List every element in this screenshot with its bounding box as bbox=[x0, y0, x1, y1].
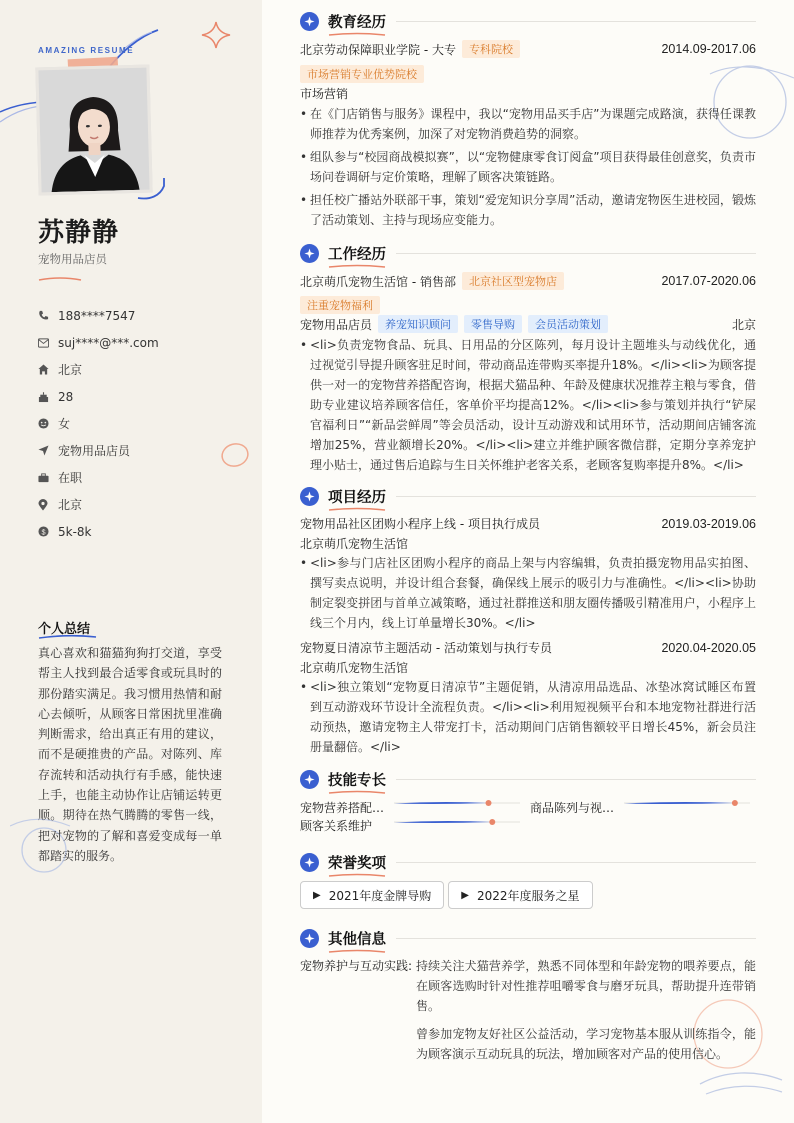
company-tag: 注重宠物福利 bbox=[300, 296, 380, 314]
star-badge-icon bbox=[300, 853, 319, 872]
section-header bbox=[300, 242, 756, 264]
skill-marker bbox=[489, 819, 495, 825]
major-text: 市场营销 bbox=[300, 87, 349, 101]
section-title: 项目经历 bbox=[328, 486, 386, 507]
section-title: 其他信息 bbox=[328, 928, 386, 949]
svg-text:$: $ bbox=[41, 527, 46, 537]
section-header bbox=[300, 10, 756, 32]
gender-icon bbox=[38, 418, 58, 429]
award-item: ▶ 2021年度金牌导购 bbox=[300, 881, 444, 909]
position-text: 宠物用品店员 bbox=[58, 444, 131, 458]
education-section bbox=[300, 10, 756, 230]
summary-text: 真心喜欢和猫猫狗狗打交道，享受帮主人找到最合适零食或玩具时的那份踏实满足。我习惯用热情和耐心去倾听，从顾客日常困扰里准确判断需求，给出真正有用的建议，而不是硬推贵的产品。对陈列、库存流转和活动执行有手感，能快速上手，也能主动协作让店铺运转更顺。期待在热气腾腾的零售一线，把对宠物的了解和喜爱变成每一单都踏实的服务。 bbox=[38, 646, 222, 863]
star-badge-icon bbox=[300, 487, 319, 506]
section-divider bbox=[396, 862, 756, 863]
company-tag: 北京社区型宠物店 bbox=[462, 272, 564, 290]
project-org: 北京萌爪宠物生活馆 bbox=[300, 537, 409, 551]
play-triangle-icon: ▶ bbox=[313, 889, 321, 901]
age-text: 28 bbox=[58, 389, 74, 404]
skill-name: 商品陈列与视… bbox=[530, 801, 615, 815]
list-item: • <li>负责宠物食品、玩具、日用品的分区陈列，每月设计主题堆头与动线优化，通过视觉引导提升顾客驻足时间，带动商品连带购买率提升18%。</li><li>为顾客提供一对一的宠物营养搭配咨询，根据犬猫品种、年龄及健康状况推荐主粮与零食，借助专业建议培养顾客信任，客单价平均提高12%。</li><li>参与策划并执行“铲屎官福利日”“新品尝鲜周”等会员活动，设计互动游戏和试用环节，活动期间店铺客流增加25%，营业额增长20%。</li><li>建立并维护顾客微信群，定期分享养宠护理小贴士，通过售后追踪与生日关怀维护老客关系，老顾客复购率提升8%。</li> bbox=[300, 335, 756, 475]
skill-name: 顾客关系维护 bbox=[300, 819, 373, 833]
star-badge-icon bbox=[300, 244, 319, 263]
skill-bar bbox=[392, 798, 522, 808]
section-divider bbox=[396, 496, 756, 497]
role-tag: 会员活动策划 bbox=[528, 315, 608, 333]
project-row bbox=[300, 639, 756, 656]
company-name: 北京萌爪宠物生活馆 - 销售部 bbox=[300, 274, 456, 289]
project-bullets bbox=[300, 677, 756, 757]
project-bullets bbox=[300, 553, 756, 633]
info-item-email bbox=[38, 329, 159, 356]
projects-section bbox=[300, 485, 756, 757]
name-underline bbox=[38, 276, 82, 282]
role-name: 宠物用品店员 bbox=[300, 317, 373, 332]
skill-marker bbox=[486, 800, 492, 806]
work-row bbox=[300, 272, 756, 290]
info-item-location bbox=[38, 491, 159, 518]
money-icon bbox=[38, 526, 58, 537]
skill-bar bbox=[622, 798, 752, 808]
info-item-age bbox=[38, 383, 159, 410]
location-pin-icon bbox=[38, 499, 58, 511]
candidate-name: 苏静静 bbox=[38, 218, 120, 248]
mail-icon bbox=[38, 338, 58, 348]
role-row bbox=[300, 315, 756, 333]
city-text: 北京 bbox=[58, 363, 83, 377]
work-city: 北京 bbox=[731, 317, 756, 332]
other-paragraph: 持续关注犬猫营养学，熟悉不同体型和年龄宠物的喂养要点，能在顾客选购时针对性推荐咀嚼零食与磨牙玩具，帮助提升连带销售。 bbox=[416, 959, 756, 1013]
skill-fill bbox=[624, 802, 735, 804]
education-date: 2014.09-2017.06 bbox=[661, 42, 756, 56]
star-badge-icon bbox=[300, 929, 319, 948]
school-tag: 专科院校 bbox=[462, 40, 520, 58]
brand-label: AMAZING RESUME bbox=[38, 46, 135, 55]
role-tag: 零售导购 bbox=[464, 315, 522, 333]
other-row bbox=[300, 956, 756, 1064]
school-name: 北京劳动保障职业学院 - 大专 bbox=[300, 42, 456, 57]
project-name: 宠物用品社区团购小程序上线 - 项目执行成员 bbox=[300, 517, 540, 531]
work-section bbox=[300, 242, 756, 475]
info-item-gender bbox=[38, 410, 159, 437]
section-title: 教育经历 bbox=[328, 11, 386, 32]
work-tag-row bbox=[300, 294, 756, 314]
other-label: 宠物养护与互动实践: bbox=[300, 959, 413, 973]
gender-text: 女 bbox=[58, 417, 71, 431]
section-divider bbox=[396, 779, 756, 780]
project-row bbox=[300, 515, 756, 532]
section-header bbox=[300, 851, 756, 873]
list-item: • <li>独立策划“宠物夏日清凉节”主题促销，从清凉用品选品、冰垫冰窝试睡区布置到互动游戏环节设计全流程负责。</li><li>利用短视频平台和本地宠物社群进行活动预热，邀请宠物主人带宠打卡，活动期间门店销售额较平日增长45%，新会员注册量翻倍。</li> bbox=[300, 677, 756, 757]
briefcase-icon bbox=[38, 473, 58, 483]
section-header bbox=[300, 927, 756, 949]
status-text: 在职 bbox=[58, 471, 83, 485]
info-item-salary bbox=[38, 518, 159, 545]
work-date: 2017.07-2020.06 bbox=[661, 274, 756, 288]
project-org: 北京萌爪宠物生活馆 bbox=[300, 661, 409, 675]
section-title: 荣誉奖项 bbox=[328, 852, 386, 873]
section-divider bbox=[396, 21, 756, 22]
skill-name: 宠物营养搭配… bbox=[300, 801, 385, 815]
other-content bbox=[416, 956, 756, 1064]
skill-bar bbox=[392, 817, 522, 827]
school-tag: 市场营销专业优势院校 bbox=[300, 65, 424, 83]
role-tag: 养宠知识顾问 bbox=[378, 315, 458, 333]
star-badge-icon bbox=[300, 770, 319, 789]
location-text: 北京 bbox=[58, 498, 83, 512]
star-badge-icon bbox=[300, 12, 319, 31]
info-item-position bbox=[38, 437, 159, 464]
section-header bbox=[300, 485, 756, 507]
info-item-phone bbox=[38, 302, 159, 329]
section-header bbox=[300, 768, 756, 790]
play-triangle-icon: ▶ bbox=[461, 889, 469, 901]
list-item: • 在《门店销售与服务》课程中，我以“宠物用品买手店”为课题完成路演，获得任课教师推荐为优秀案例，加深了对宠物消费趋势的洞察。 bbox=[300, 104, 756, 144]
other-paragraph: 曾参加宠物友好社区公益活动，学习宠物基本服从训练指令，能为顾客演示互动玩具的玩法，增加顾客对产品的使用信心。 bbox=[416, 1027, 756, 1061]
education-bullets bbox=[300, 104, 756, 230]
awards-section bbox=[300, 851, 756, 909]
section-divider bbox=[396, 253, 756, 254]
send-icon bbox=[38, 445, 58, 456]
skill-marker bbox=[732, 800, 738, 806]
skills-section bbox=[300, 768, 756, 838]
info-item-city bbox=[38, 356, 159, 383]
project-name: 宠物夏日清凉节主题活动 - 活动策划与执行专员 bbox=[300, 641, 552, 655]
birthday-cake-icon bbox=[38, 391, 58, 403]
info-item-status bbox=[38, 464, 159, 491]
sidebar bbox=[0, 0, 262, 1123]
other-section bbox=[300, 927, 756, 1064]
list-item: • 担任校广播站外联部干事，策划“爱宠知识分享周”活动，邀请宠物医生进校园，锻炼了活动策划、主持与现场应变能力。 bbox=[300, 190, 756, 230]
section-title: 技能专长 bbox=[328, 769, 386, 790]
work-bullets bbox=[300, 335, 756, 475]
summary-underline bbox=[38, 634, 98, 640]
candidate-title: 宠物用品店员 bbox=[38, 252, 107, 266]
salary-text: 5k-8k bbox=[58, 524, 92, 539]
skill-fill bbox=[394, 821, 492, 823]
skill-fill bbox=[394, 802, 489, 804]
awards-list bbox=[300, 881, 756, 909]
decorative-circle bbox=[218, 438, 252, 472]
avatar bbox=[35, 65, 152, 196]
section-divider bbox=[396, 938, 756, 939]
list-item: • <li>参与门店社区团购小程序的商品上架与内容编辑，负责拍摄宠物用品实拍图、撰写卖点说明，并设计组合套餐，确保线上展示的吸引力与准确性。</li><li>协助制定裂变拼团与首单立减策略，通过社群推送和朋友圈传播吸引精准用户，小程序上线三个月内，线上订单量增长30%。</li> bbox=[300, 553, 756, 633]
phone-icon bbox=[38, 310, 58, 321]
contact-info-list bbox=[38, 302, 159, 545]
education-row bbox=[300, 40, 756, 58]
section-title: 工作经历 bbox=[328, 243, 386, 264]
home-icon bbox=[38, 364, 58, 375]
award-item: ▶ 2022年度服务之星 bbox=[448, 881, 592, 909]
list-item: • 组队参与“校园商战模拟赛”，以“宠物健康零食订阅盒”项目获得最佳创意奖，负责市场问卷调研与定价策略，理解了顾客决策链路。 bbox=[300, 147, 756, 187]
summary-heading: 个人总结 bbox=[38, 622, 91, 637]
project-date: 2020.04-2020.05 bbox=[661, 640, 756, 655]
education-tag-row bbox=[300, 63, 756, 83]
phone-text: 188****7547 bbox=[58, 308, 136, 323]
email-text: suj****@***.com bbox=[58, 335, 159, 350]
project-date: 2019.03-2019.06 bbox=[661, 516, 756, 531]
